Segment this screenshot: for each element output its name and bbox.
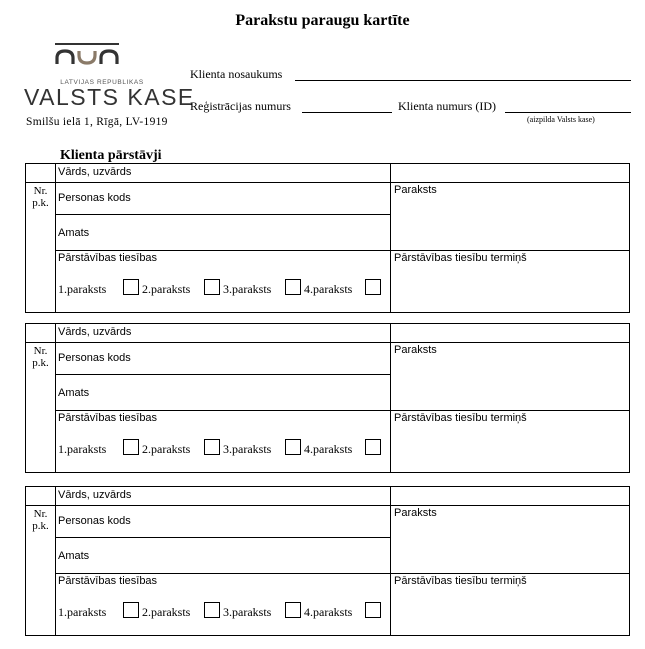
valsts-kase-logo-icon: [52, 40, 122, 70]
signature-3-checkbox[interactable]: [285, 279, 301, 295]
number-label: Nr.: [33, 185, 48, 197]
page-title: Parakstu paraugu kartīte: [235, 12, 410, 29]
signature-3-checkbox[interactable]: [285, 602, 301, 618]
position-label: Amats: [58, 387, 90, 399]
client-id-label: Klienta numurs (ID): [398, 99, 496, 113]
logo-address: Smilšu ielā 1, Rīgā, LV-1919: [26, 116, 168, 128]
client-name-field[interactable]: [295, 80, 631, 81]
signature-2-checkbox[interactable]: [204, 439, 220, 455]
rights-label: Pārstāvības tiesības: [58, 252, 158, 264]
signature-option-label: 3.paraksts: [223, 442, 272, 456]
name-label: Vārds, uzvārds: [58, 489, 132, 501]
reg-number-label: Reģistrācijas numurs: [190, 99, 291, 113]
logo-name: VALSTS KASE: [24, 84, 195, 110]
signature-label: Paraksts: [394, 344, 437, 356]
rights-term-label: Pārstāvības tiesību termiņš: [394, 412, 527, 424]
signature-option-label: 2.paraksts: [142, 605, 191, 619]
position-label: Amats: [58, 227, 90, 239]
section-title: Klienta pārstāvji: [60, 148, 162, 163]
signature-option-label: 1.paraksts: [58, 605, 107, 619]
rights-term-label: Pārstāvības tiesību termiņš: [394, 252, 527, 264]
personal-code-label: Personas kods: [58, 515, 131, 527]
signature-option-label: 3.paraksts: [223, 605, 272, 619]
signature-option-label: 4.paraksts: [304, 442, 353, 456]
signature-option-label: 1.paraksts: [58, 282, 107, 296]
number-label: Nr.: [33, 508, 48, 520]
number-label: Nr.: [33, 345, 48, 357]
signature-option-label: 1.paraksts: [58, 442, 107, 456]
reg-number-field[interactable]: [302, 112, 392, 113]
signature-2-checkbox[interactable]: [204, 602, 220, 618]
representative-card: [25, 486, 630, 636]
signature-4-checkbox[interactable]: [365, 602, 381, 618]
position-label: Amats: [58, 550, 90, 562]
signature-label: Paraksts: [394, 184, 437, 196]
signature-1-checkbox[interactable]: [123, 279, 139, 295]
signature-label: Paraksts: [394, 507, 437, 519]
signature-1-checkbox[interactable]: [123, 602, 139, 618]
rights-term-label: Pārstāvības tiesību termiņš: [394, 575, 527, 587]
personal-code-label: Personas kods: [58, 352, 131, 364]
signature-4-checkbox[interactable]: [365, 279, 381, 295]
signature-option-label: 2.paraksts: [142, 282, 191, 296]
logo-subtitle: LATVIJAS REPUBLIKAS: [60, 79, 144, 86]
personal-code-label: Personas kods: [58, 192, 131, 204]
signature-2-checkbox[interactable]: [204, 279, 220, 295]
representative-card: [25, 163, 630, 313]
rights-label: Pārstāvības tiesības: [58, 575, 158, 587]
signature-3-checkbox[interactable]: [285, 439, 301, 455]
name-label: Vārds, uzvārds: [58, 326, 132, 338]
signature-1-checkbox[interactable]: [123, 439, 139, 455]
name-label: Vārds, uzvārds: [58, 166, 132, 178]
number-label-sub: p.k.: [32, 357, 49, 369]
number-label-sub: p.k.: [32, 197, 49, 209]
signature-option-label: 3.paraksts: [223, 282, 272, 296]
client-name-label: Klienta nosaukums: [190, 67, 283, 81]
client-id-field[interactable]: [505, 112, 631, 113]
signature-option-label: 4.paraksts: [304, 282, 353, 296]
number-label-sub: p.k.: [32, 520, 49, 532]
representative-card: [25, 323, 630, 473]
signature-option-label: 2.paraksts: [142, 442, 191, 456]
signature-4-checkbox[interactable]: [365, 439, 381, 455]
signature-option-label: 4.paraksts: [304, 605, 353, 619]
rights-label: Pārstāvības tiesības: [58, 412, 158, 424]
client-id-note: (aizpilda Valsts kase): [527, 115, 595, 124]
